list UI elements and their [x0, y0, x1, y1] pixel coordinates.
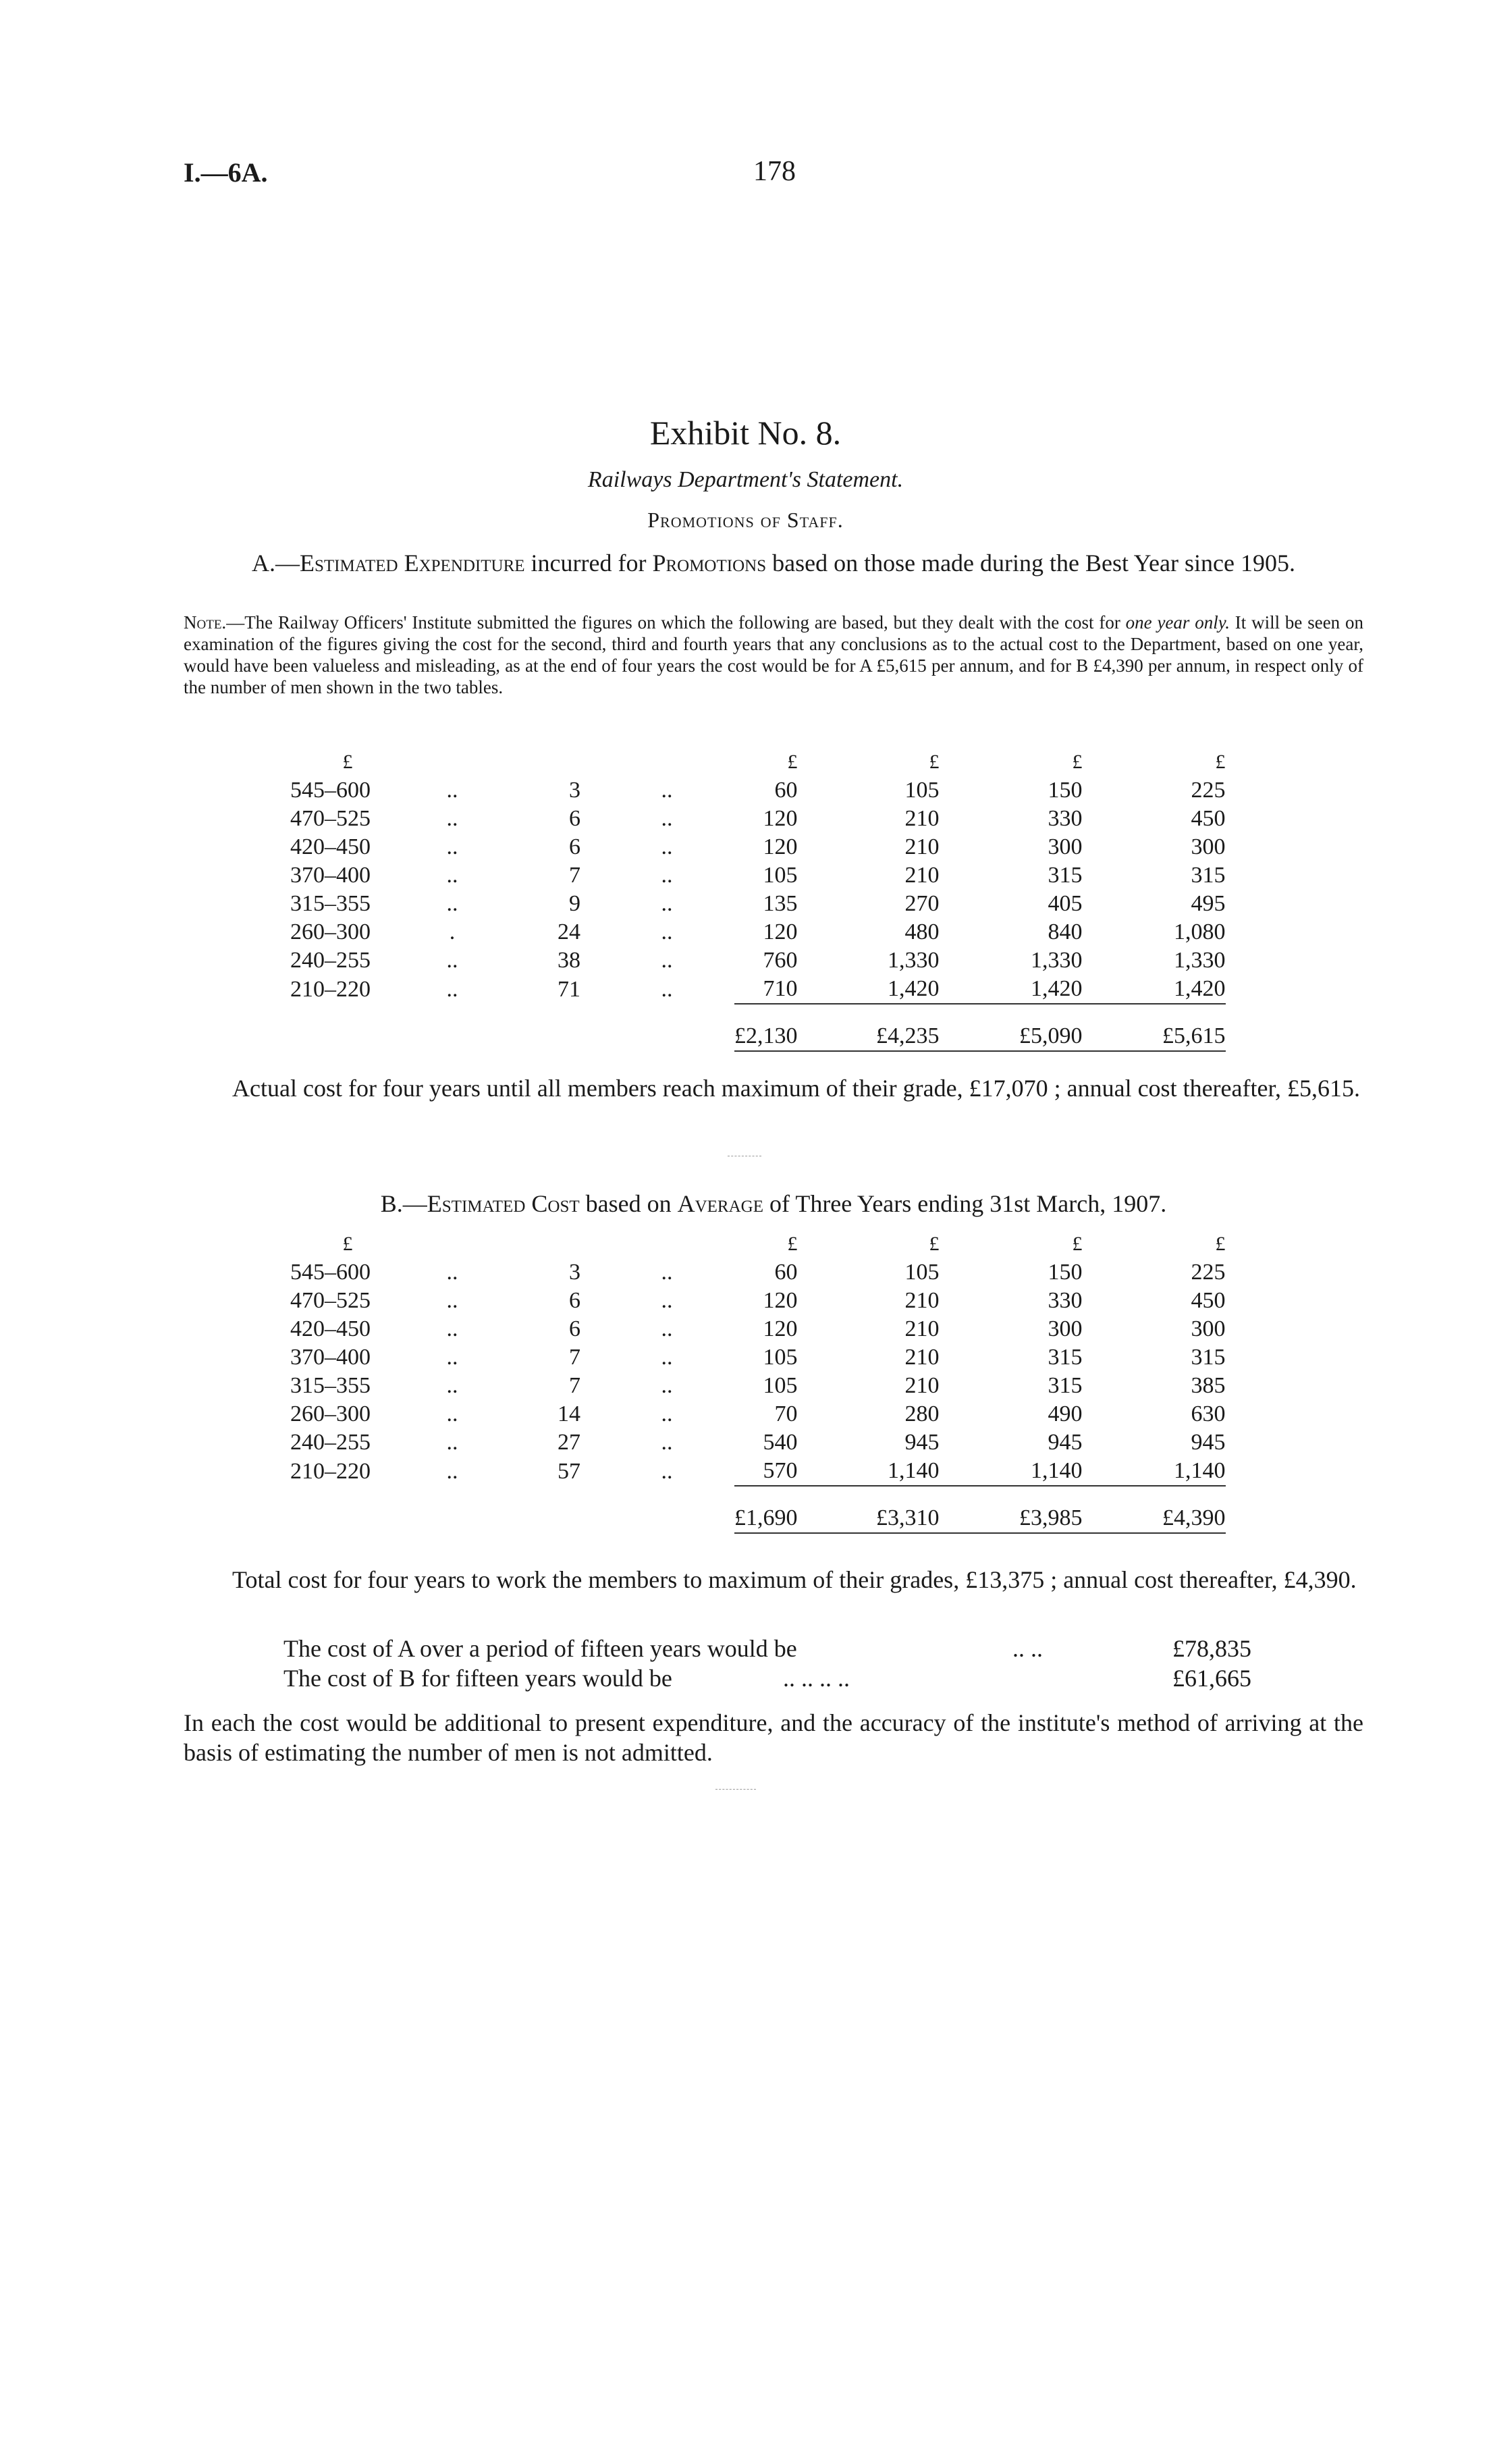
total-c4: £5,615	[1083, 1004, 1226, 1051]
salary-grade: 210–220	[290, 976, 371, 1002]
page-number: 178	[753, 156, 796, 187]
table-row	[290, 1428, 1226, 1457]
leader-dots: ..	[661, 1458, 673, 1484]
cost-year-1: 105	[763, 863, 798, 888]
salary-grade: 420–450	[290, 1316, 371, 1341]
currency-symbol: £	[787, 751, 798, 773]
total-c3: £3,985	[940, 1486, 1083, 1533]
cost-year-2: 105	[904, 778, 940, 803]
cost-year-3: 840	[1048, 919, 1083, 944]
cost-year-3: 1,420	[1031, 976, 1083, 1001]
leader-dots: ..	[661, 778, 673, 803]
cost-year-2: 270	[904, 891, 940, 916]
salary-grade: 545–600	[290, 1260, 371, 1285]
cost-year-1: 105	[763, 1373, 798, 1398]
salary-grade: 470–525	[290, 806, 371, 831]
table-row	[290, 1457, 1226, 1486]
cost-year-2: 210	[904, 1288, 940, 1313]
cost-year-1: 570	[763, 1458, 798, 1483]
currency-symbol: £	[787, 1233, 798, 1255]
leader-dots: ..	[661, 976, 673, 1002]
currency-symbol: £	[929, 751, 940, 773]
cost-year-3: 150	[1048, 1260, 1083, 1285]
cost-year-3: 490	[1048, 1401, 1083, 1426]
leader-dots: .	[449, 919, 456, 944]
total-c3: £5,090	[940, 1004, 1083, 1051]
leader-dots: ..	[661, 1345, 673, 1370]
leader-dots: ..	[661, 863, 673, 888]
leader-dots: ..	[661, 891, 673, 916]
cost-year-3: 945	[1048, 1430, 1083, 1455]
total-c2: £4,235	[798, 1004, 940, 1051]
member-count: 24	[558, 919, 580, 944]
spacer-cell	[599, 748, 734, 776]
note-label: Note.	[184, 612, 227, 633]
cost-year-4: 450	[1191, 1288, 1226, 1313]
leader-dots: ..	[446, 976, 458, 1002]
cost-year-3: 315	[1048, 863, 1083, 888]
cost-year-4: 945	[1191, 1430, 1226, 1455]
cost-year-4: 300	[1191, 1316, 1226, 1341]
currency-symbol: £	[1072, 1233, 1083, 1255]
salary-grade: 260–300	[290, 919, 371, 944]
table-row	[290, 946, 1226, 975]
spacer-cell	[499, 1230, 599, 1258]
member-count: 38	[558, 948, 580, 973]
leader-dots: ..	[661, 1401, 673, 1426]
member-count: 71	[558, 976, 580, 1002]
currency-symbol: £	[1215, 751, 1226, 773]
salary-grade: 470–525	[290, 1288, 371, 1313]
heading-smallcaps-1: Estimated Expenditure	[300, 550, 525, 577]
section-a-summary: Actual cost for four years until all members reach maximum of their grade, £17,070 ; annual cost thereafter, £5,615.	[232, 1075, 1361, 1102]
leader-dots: ..	[661, 1373, 673, 1398]
member-count: 27	[558, 1430, 580, 1455]
section-a-heading	[184, 548, 1363, 578]
member-count: 6	[569, 806, 580, 831]
cost-year-4: 450	[1191, 806, 1226, 831]
heading-smallcaps-2: Promotions	[652, 550, 767, 577]
table-row	[290, 890, 1226, 918]
spacer-cell	[599, 1230, 734, 1258]
cost-year-4: 300	[1191, 834, 1226, 859]
section-b-summary: Total cost for four years to work the members to maximum of their grades, £13,375 ; annual cost thereafter, £4,390.	[232, 1566, 1357, 1593]
table-row	[290, 1315, 1226, 1343]
member-count: 7	[569, 863, 580, 888]
spacer-cell	[599, 1486, 734, 1533]
heading-text-1: based on	[579, 1190, 678, 1217]
spacer-cell	[290, 1004, 405, 1051]
cost-year-1: 60	[774, 1260, 798, 1285]
cost-year-1: 120	[763, 919, 798, 944]
table-row	[290, 1400, 1226, 1428]
end-rule	[715, 1789, 756, 1790]
cost-year-3: 330	[1048, 1288, 1083, 1313]
cost-year-4: 495	[1191, 891, 1226, 916]
cost-year-2: 210	[904, 1316, 940, 1341]
cost-year-1: 120	[763, 834, 798, 859]
total-c1: £1,690	[734, 1486, 798, 1533]
cost-year-1: 105	[763, 1345, 798, 1370]
cost-year-1: 70	[774, 1401, 798, 1426]
member-count: 7	[569, 1345, 580, 1370]
leader-dots: ..	[446, 1373, 458, 1398]
cost-year-3: 405	[1048, 891, 1083, 916]
member-count: 9	[569, 891, 580, 916]
totals-row	[290, 1004, 1226, 1051]
heading-text-1: incurred for	[524, 550, 653, 577]
salary-grade: 420–450	[290, 834, 371, 859]
spacer-cell	[405, 748, 499, 776]
cost-year-2: 280	[904, 1401, 940, 1426]
member-count: 6	[569, 1288, 580, 1313]
cost-line-b-value: £61,665	[1172, 1665, 1251, 1692]
heading-prefix: B.—	[380, 1190, 427, 1217]
table-a-body	[290, 748, 1226, 1051]
table-row	[290, 1287, 1226, 1315]
member-count: 7	[569, 1373, 580, 1398]
leader-dots: ..	[661, 1430, 673, 1455]
cost-year-2: 105	[904, 1260, 940, 1285]
cost-year-4: 1,330	[1174, 948, 1226, 973]
cost-year-2: 1,420	[888, 976, 940, 1001]
cost-year-4: 630	[1191, 1401, 1226, 1426]
heading-smallcaps-1: Estimated Cost	[427, 1190, 580, 1217]
note-paragraph	[184, 612, 1363, 698]
salary-grade: 545–600	[290, 778, 371, 803]
spacer-cell	[599, 1004, 734, 1051]
table-row	[290, 805, 1226, 833]
subtitle: Railways Department's Statement.	[587, 467, 904, 492]
leader-dots: ..	[446, 948, 458, 973]
section-title: Promotions of Staff.	[647, 508, 844, 532]
currency-symbol: £	[1072, 751, 1083, 773]
total-c4: £4,390	[1083, 1486, 1226, 1533]
heading-prefix: A.—	[252, 550, 300, 577]
currency-row	[290, 1230, 1226, 1258]
cost-year-3: 315	[1048, 1373, 1083, 1398]
leader-dots: ..	[446, 1430, 458, 1455]
table-row	[290, 861, 1226, 890]
spacer-cell	[405, 1230, 499, 1258]
salary-grade: 370–400	[290, 1345, 371, 1370]
member-count: 57	[558, 1458, 580, 1484]
leader-dots: ..	[446, 1401, 458, 1426]
leader-dots: ..	[661, 919, 673, 944]
cost-year-4: 1,080	[1174, 919, 1226, 944]
leader-dots: ..	[661, 948, 673, 973]
spacer-cell	[290, 1486, 405, 1533]
leader-dots: ..	[661, 834, 673, 859]
leader-dots: ..	[446, 891, 458, 916]
leader-dots: ..	[446, 778, 458, 803]
heading-smallcaps-2: Average	[677, 1190, 763, 1217]
table-row	[290, 1372, 1226, 1400]
document-reference: I.—6A.	[184, 157, 268, 188]
salary-grade: 260–300	[290, 1401, 371, 1426]
cost-year-3: 315	[1048, 1345, 1083, 1370]
cost-year-4: 315	[1191, 1345, 1226, 1370]
leader-dots: ..	[446, 1260, 458, 1285]
section-b-heading	[184, 1189, 1363, 1218]
cost-year-1: 135	[763, 891, 798, 916]
cost-line-a-dots: .. ..	[1012, 1635, 1043, 1662]
leader-dots: ..	[661, 1316, 673, 1341]
cost-year-4: 315	[1191, 863, 1226, 888]
member-count: 6	[569, 834, 580, 859]
leader-dots: ..	[661, 1288, 673, 1313]
leader-dots: ..	[446, 1458, 458, 1484]
cost-year-2: 210	[904, 1345, 940, 1370]
table-b	[290, 1230, 1226, 1534]
cost-year-4: 1,140	[1174, 1458, 1226, 1483]
table-a	[290, 748, 1226, 1052]
currency-symbol: £	[929, 1233, 940, 1255]
total-c1: £2,130	[734, 1004, 798, 1051]
cost-year-1: 120	[763, 1288, 798, 1313]
cost-year-4: 385	[1191, 1373, 1226, 1398]
note-text-1: —The Railway Officers' Institute submitted the figures on which the following are based, but they dealt with the cost for	[226, 612, 1126, 633]
member-count: 14	[558, 1401, 580, 1426]
leader-dots: ..	[446, 1345, 458, 1370]
total-c2: £3,310	[798, 1486, 940, 1533]
currency-symbol: £	[342, 751, 353, 773]
note-italic: one year only.	[1125, 612, 1230, 633]
salary-grade: 315–355	[290, 1373, 371, 1398]
exhibit-title: Exhibit No. 8.	[649, 414, 842, 452]
cost-year-3: 1,140	[1031, 1458, 1083, 1483]
table-row	[290, 975, 1226, 1004]
cost-year-3: 300	[1048, 834, 1083, 859]
salary-grade: 370–400	[290, 863, 371, 888]
leader-dots: ..	[446, 863, 458, 888]
closing-paragraph: In each the cost would be additional to present expenditure, and the accuracy of the institute's method of arriving at the basis of estimating the number of men is not admitted.	[184, 1709, 1363, 1766]
heading-text-2: of Three Years ending 31st March, 1907.	[763, 1190, 1167, 1217]
cost-line-a-label: The cost of A over a period of fifteen years would be	[283, 1635, 797, 1662]
cost-year-2: 210	[904, 1373, 940, 1398]
cost-year-4: 225	[1191, 1260, 1226, 1285]
cost-year-2: 210	[904, 834, 940, 859]
cost-year-1: 120	[763, 1316, 798, 1341]
currency-row	[290, 748, 1226, 776]
cost-year-4: 1,420	[1174, 976, 1226, 1001]
totals-row	[290, 1486, 1226, 1533]
spacer-cell	[405, 1004, 499, 1051]
cost-year-4: 225	[1191, 778, 1226, 803]
table-row	[290, 833, 1226, 861]
cost-year-2: 1,330	[888, 948, 940, 973]
note-text-2: It will be seen on examination of the figures giving the cost for the second, third and fourth years that any conclusions as to the actual cost to the Department, based on one year, would have been valueless and misleading, as at the end of four years the cost would be for A £5,615 per annum, and for B £4,390 per annum, in respect only of the number of men shown in the two tables.	[184, 612, 1363, 697]
salary-grade: 210–220	[290, 1458, 371, 1484]
cost-line-b-dots: .. .. .. ..	[783, 1665, 850, 1692]
member-count: 6	[569, 1316, 580, 1341]
cost-year-1: 60	[774, 778, 798, 803]
spacer-cell	[499, 748, 599, 776]
leader-dots: ..	[446, 806, 458, 831]
cost-line-b-label: The cost of B for fifteen years would be	[283, 1665, 672, 1692]
cost-year-2: 945	[904, 1430, 940, 1455]
cost-year-1: 120	[763, 806, 798, 831]
table-row	[290, 1258, 1226, 1287]
cost-year-1: 540	[763, 1430, 798, 1455]
cost-year-2: 480	[904, 919, 940, 944]
currency-symbol: £	[1215, 1233, 1226, 1255]
member-count: 3	[569, 778, 580, 803]
spacer-cell	[499, 1004, 599, 1051]
salary-grade: 240–255	[290, 948, 371, 973]
cost-line-a-value: £78,835	[1172, 1635, 1251, 1662]
table-b-body	[290, 1230, 1226, 1533]
cost-year-3: 330	[1048, 806, 1083, 831]
leader-dots: ..	[446, 1288, 458, 1313]
salary-grade: 315–355	[290, 891, 371, 916]
spacer-cell	[499, 1486, 599, 1533]
cost-year-1: 760	[763, 948, 798, 973]
cost-year-2: 1,140	[888, 1458, 940, 1483]
leader-dots: ..	[446, 834, 458, 859]
cost-year-2: 210	[904, 863, 940, 888]
member-count: 3	[569, 1260, 580, 1285]
cost-year-3: 150	[1048, 778, 1083, 803]
table-row	[290, 918, 1226, 946]
currency-symbol: £	[342, 1233, 353, 1255]
spacer-cell	[405, 1486, 499, 1533]
table-row	[290, 776, 1226, 805]
table-row	[290, 1343, 1226, 1372]
leader-dots: ..	[661, 806, 673, 831]
salary-grade: 240–255	[290, 1430, 371, 1455]
leader-dots: ..	[661, 1260, 673, 1285]
leader-dots: ..	[446, 1316, 458, 1341]
cost-year-2: 210	[904, 806, 940, 831]
cost-year-3: 300	[1048, 1316, 1083, 1341]
heading-text-2: based on those made during the Best Year since 1905.	[766, 550, 1295, 577]
cost-year-1: 710	[763, 976, 798, 1001]
cost-year-3: 1,330	[1031, 948, 1083, 973]
